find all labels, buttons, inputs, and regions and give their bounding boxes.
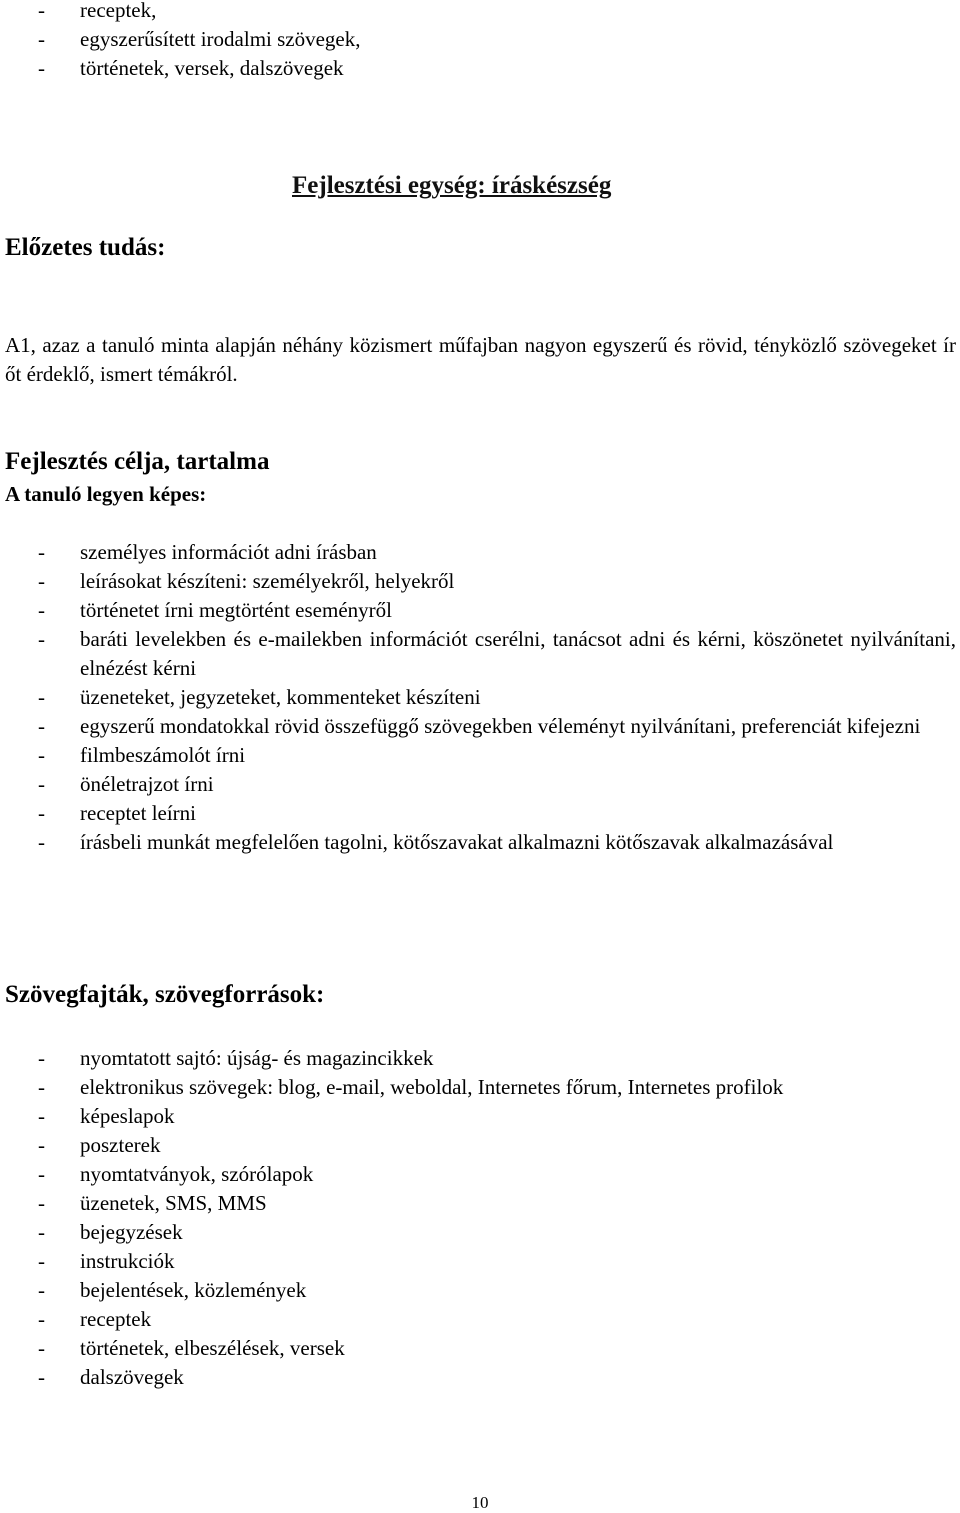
bullet-dash: - [38,772,45,796]
list-item [0,1276,960,1305]
list-item-text: történetek, elbeszélések, versek [80,1336,345,1360]
bullet-dash: - [38,1162,45,1186]
bullet-dash: - [38,1307,45,1331]
bullet-dash: - [38,1278,45,1302]
list-item [0,1305,960,1334]
list-item [0,1160,960,1189]
list-item-text: receptet leírni [80,801,197,825]
bullet-dash: - [38,801,45,825]
list-item [0,54,960,83]
list-item-text: egyszerű mondatokkal rövid összefüggő szövegekben véleményt nyilvánítani, preferenciát kifejezni [80,714,921,738]
bullet-dash: - [38,27,45,51]
goal-heading: Fejlesztés célja, tartalma [5,448,270,475]
list-item [0,1102,960,1131]
list-item [0,828,960,857]
list-item [0,1334,960,1363]
list-item-text: receptek, [80,0,157,22]
bullet-dash: - [38,830,45,854]
bullet-dash: - [38,743,45,767]
page-number: 10 [471,1493,489,1512]
text-types-heading: Szövegfajták, szövegforrások: [5,981,325,1008]
bullet-dash: - [38,1249,45,1273]
bullet-dash: - [38,540,45,564]
list-item [0,1218,960,1247]
list-item-text: elektronikus szövegek: blog, e-mail, weboldal, Internetes főrum, Internetes profilok [80,1075,784,1099]
list-item [0,596,960,625]
list-item [0,712,960,741]
list-item-text: filmbeszámolót írni [80,743,246,767]
list-item [0,1073,960,1102]
list-item [0,770,960,799]
bullet-dash: - [38,0,45,22]
list-item-text: leírásokat készíteni: személyekről, helyekről [80,569,455,593]
list-item [0,1247,960,1276]
top-bullet-list [0,0,960,83]
list-item-text: nyomtatott sajtó: újság- és magazincikkek [80,1046,434,1070]
bullet-dash: - [38,1191,45,1215]
list-item-text: történetet írni megtörtént eseményről [80,598,392,622]
list-item-text: baráti levelekben és e-mailekben információt cserélni, tanácsot adni és kérni, köszönetet nyilvánítani, elnézést kérni [80,627,956,680]
goal-bullet-list [0,538,960,857]
bullet-dash: - [38,598,45,622]
bullet-dash: - [38,56,45,80]
list-item-text: személyes információt adni írásban [80,540,377,564]
bullet-dash: - [38,1365,45,1389]
list-item-text: bejegyzések [80,1220,183,1244]
list-item-text: képeslapok [80,1104,175,1128]
text-types-bullet-list [0,1044,960,1392]
list-item-text: önéletrajzot írni [80,772,214,796]
list-item-text: instrukciók [80,1249,175,1273]
bullet-dash: - [38,627,45,651]
unit-heading: Fejlesztési egység: íráskészség [292,172,612,199]
list-item [0,567,960,596]
list-item-text: üzenetek, SMS, MMS [80,1191,267,1215]
bullet-dash: - [38,1220,45,1244]
list-item-text: bejelentések, közlemények [80,1278,307,1302]
list-item [0,1044,960,1073]
bullet-dash: - [38,569,45,593]
list-item [0,625,960,683]
list-item-text: történetek, versek, dalszövegek [80,56,344,80]
bullet-dash: - [38,1046,45,1070]
list-item-text: üzeneteket, jegyzeteket, kommenteket készíteni [80,685,481,709]
list-item-text: receptek [80,1307,152,1331]
list-item-text: dalszövegek [80,1365,184,1389]
list-item [0,1189,960,1218]
list-item [0,1131,960,1160]
bullet-dash: - [38,1336,45,1360]
list-item-text: nyomtatványok, szórólapok [80,1162,314,1186]
bullet-dash: - [38,685,45,709]
list-item [0,538,960,567]
list-item-text: poszterek [80,1133,161,1157]
list-item [0,683,960,712]
bullet-dash: - [38,1104,45,1128]
list-item [0,1363,960,1392]
bullet-dash: - [38,714,45,738]
goal-subheading: A tanuló legyen képes: [5,482,207,506]
list-item [0,799,960,828]
list-item [0,0,960,25]
list-item-text: írásbeli munkát megfelelően tagolni, kötőszavakat alkalmazni kötőszavak alkalmazásával [80,830,834,854]
bullet-dash: - [38,1133,45,1157]
prior-knowledge-text: A1, azaz a tanuló minta alapján néhány közismert műfajban nagyon egyszerű és rövid, tényközlő szövegeket ír őt érdeklő, ismert témákról. [5,333,956,386]
prior-knowledge-heading: Előzetes tudás: [5,234,166,261]
list-item [0,741,960,770]
list-item [0,25,960,54]
list-item-text: egyszerűsített irodalmi szövegek, [80,27,361,51]
bullet-dash: - [38,1075,45,1099]
